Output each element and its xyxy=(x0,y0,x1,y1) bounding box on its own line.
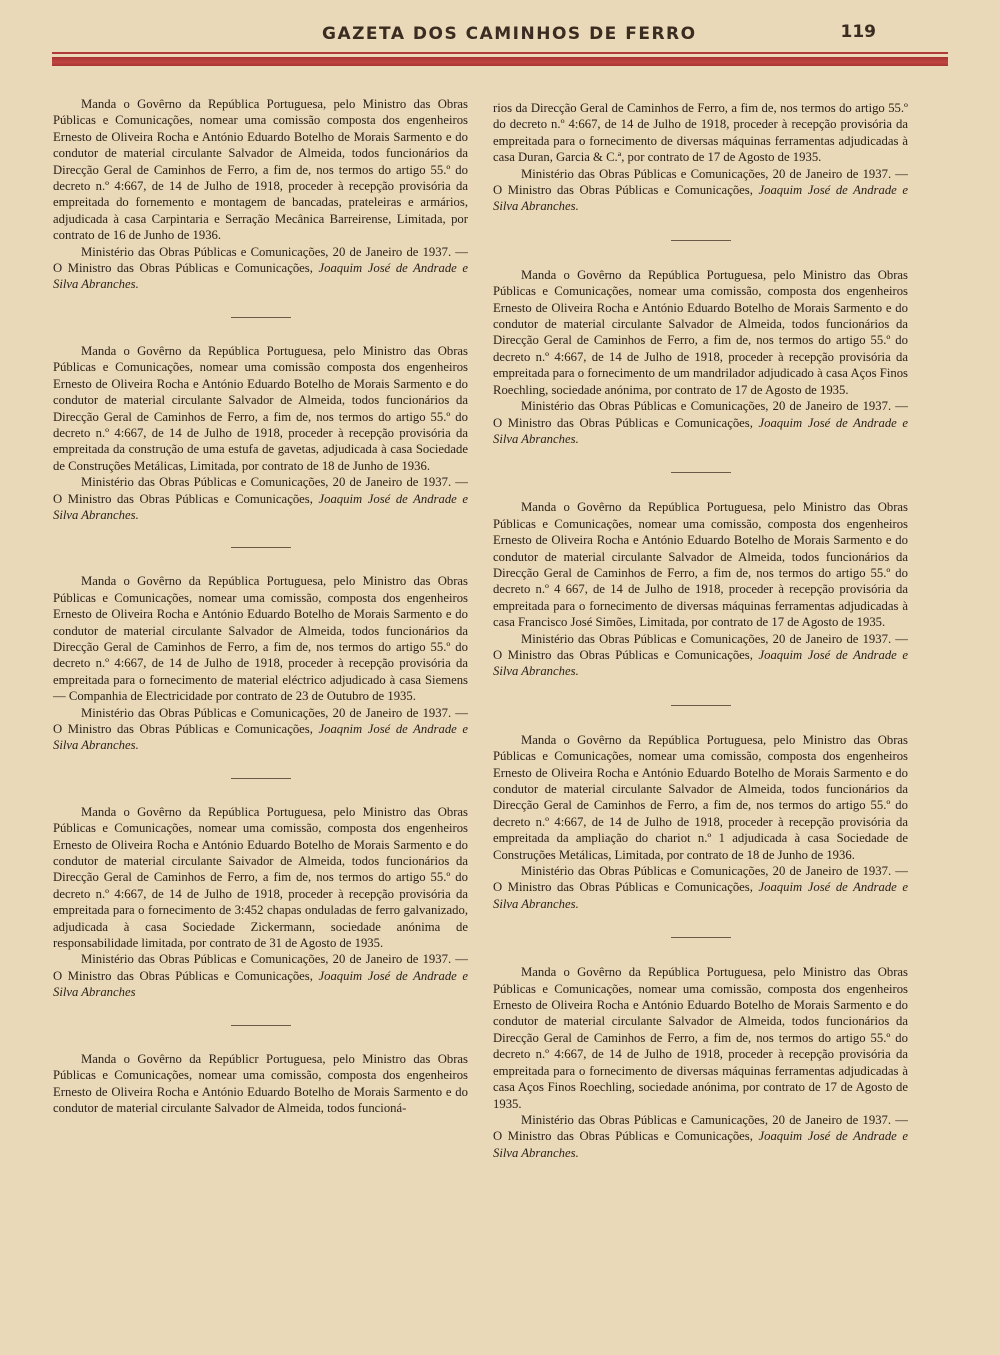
minister-signature: Joaquim José de Andrade e Silva Abranches. xyxy=(53,491,468,522)
decree-entry xyxy=(53,343,468,523)
decree-body-continued: rios da Direcção Geral de Caminhos de Ferro, a fim de, nos termos do artigo 55.º do decreto n.º 4:667, de 14 de Julho de 1918, proceder à recepção provisória da empreitada para o fornecimento de diversas máquinas ferramentas adjudicadas à casa Duran, Garcia & C.ª, por contrato de 17 de Agosto de 1935. xyxy=(493,101,908,165)
decree-body: Manda o Govêrno da República Portuguesa, pelo Ministro das Obras Públicas e Comunicações, nomear uma comissão, composta dos engenheiros Ernesto de Oliveira Rocha e António Eduardo Botelho de Morais Sarmento e do condutor de material circulante Salvador de Almeida, todos funcionários da Direcção Geral de Caminhos de Ferro, a fim de, nos termos do artigo 55.º do decreto n.º 4 667, de 14 de Julho de 1918, proceder à recepção provisória da empreitada para o fornecimento de diversas máquinas ferramentas adjudicadas à casa Francisco José Simões, Limitada, por contrato de 17 de Agosto de 1935. xyxy=(493,500,908,630)
section-divider xyxy=(671,472,731,473)
section-divider xyxy=(671,240,731,241)
minister-signature: Joaquim José de Andrade e Silva Abranches. xyxy=(493,1129,908,1160)
page-header xyxy=(52,22,948,68)
header-rule-thin xyxy=(52,52,948,54)
decree-entry xyxy=(493,499,908,679)
left-column xyxy=(53,96,468,1116)
decree-entry xyxy=(53,804,468,1001)
decree-body: Manda o Govêrno da República Portuguesa, pelo Ministro das Obras Públicas e Comunicações, nomear uma comissão, composta dos engenheiros Ernesto de Oliveira Rocha e António Eduardo Botelho de Morais Sarmento e do condutor de material circulante Saivador de Almeida, todos funcionários da Direcção Geral de Caminhos de Ferro, a fim de, nos termos do artigo 55.º do decreto n.º 4:667, de 14 de Julho de 1918, proceder à recepção provisória da empreitada para o fornecimento de 3:452 chapas onduladas de ferro galvanizado, adjudicada à casa Sociedade Zickermann, sociedade anónima de responsabilidade limitada, por contrato de 31 de Agosto de 1935. xyxy=(53,804,468,951)
decree-closing: Ministério das Obras Públicas e Comunicações, 20 de Janeiro de 1937. — O Ministro das Obras Públicas e Comunicações, Joaquim José de Andrade e Silva Abranches xyxy=(53,952,468,1000)
decree-entry xyxy=(493,732,908,912)
decree-body: Manda o Govêrno da República Portuguesa, pelo Ministro das Obras Públicas e Comunicações, nomear uma comissão, composta dos engenheiros Ernesto de Oliveira Rocha e António Eduardo Botelho de Morais Sarmento e do condutor de material circulante Salvador de Almeida, todos funcionários da Direcção Geral de Caminhos de Ferro, a fim de, nos termos do artigo 55.º do decreto n.º 4:667, de 14 de Julho de 1918, proceder à recepção provisória da empreitada da ampliação do chariot n.º 1 adjudicada à casa Sociedade de Construções Metálicas, Limitada, por contrato de 18 de Junho de 1936. xyxy=(493,732,908,862)
decree-closing: Ministério das Obras Públicas e Comunicações, 20 de Janeiro de 1937. — O Ministro das Obras Públicas e Comunicações, Joaquim José de Andrade e Silva Abranches. xyxy=(493,166,908,214)
page-number: 119 xyxy=(840,22,876,42)
decree-entry xyxy=(493,267,908,447)
decree-closing: Ministério das Obras Públicas e Comunicações, 20 de Janeiro de 1937. — O Ministro das Obras Públicas e Comunicações, Joaquim José de Andrade e Silva Abranches. xyxy=(53,475,468,522)
decree-closing: Ministério das Obras Públicas e Camunicações, 20 de Janeiro de 1937. — O Ministro das Obras Públicas e Comunicações, Joaquim José de Andrade e Silva Abranches. xyxy=(493,1112,908,1160)
minister-signature: Joaquim José de Andrade e Silva Abranches. xyxy=(493,415,908,446)
minister-signature: Joaquim José de Andrade e Silva Abranches. xyxy=(53,261,468,292)
decree-body: Manda o Govêrno da República Portuguesa, pelo Ministro das Obras Públicas e Comunicações, nomear uma comissão, composta dos engenheiros Ernesto de Oliveira Rocha e António Eduardo Botelho de Morais Sarmento e do condutor de material circulante Salvador de Almeida, todos funcionários da Direcção Geral de Caminhos de Ferro, a fim de, nos termos do artigo 55.º do decreto n.º 4:667, de 14 de Julho de 1918, proceder à recepção provisória da empreitada para o fornecimento de material eléctrico adjudicado à casa Siemens — Companhia de Electricidade por contrato de 23 de Outubro de 1935. xyxy=(53,574,468,704)
header-rule-thick xyxy=(52,57,948,66)
decree-entry xyxy=(53,1051,468,1117)
minister-signature: Joaquim José de Andrade e Silva Abranches. xyxy=(493,183,908,214)
decree-closing: Ministério das Obras Públicas e Comunicações, 20 de Janeiro de 1937. — O Ministro das Obras Públicas e Comunicações, Joaquim José de Andrade e Silva Abranches. xyxy=(493,631,908,679)
decree-closing: Ministério das Obras Públicas e Comunicações, 20 de Janeiro de 1937. — O Ministro das Obras Públicas e Comunicações, Joaquim José de Andrade e Silva Abranches. xyxy=(53,244,468,292)
decree-closing: Ministério das Obras Públicas e Comunicações, 20 de Janeiro de 1937. — O Ministro das Obras Públicas e Comunicações, Joaqnim José de Andrade e Silva Abranches. xyxy=(53,705,468,753)
minister-signature: Joaquim José de Andrade e Silva Abranches. xyxy=(493,647,908,679)
decree-body: Manda o Govêrno da Repúblicr Portuguesa, pelo Ministro das Obras Públicas e Comunicações, nomear uma comissão, composta dos engenheiros Ernesto de Oliveira Rocha e António Eduardo Botelho de Morais Sarmento e do condutor de material circulante Salvador de Almeida, todos funcioná- xyxy=(53,1051,468,1115)
minister-signature: Joaquim José de Andrade e Silva Abranches xyxy=(53,968,468,1000)
decree-body: Manda o Govêrno da República Portuguesa, pelo Ministro das Obras Públicas e Comunicações, nomear uma comissão, composta dos engenheiros Ernesto de Oliveira Rocha e António Eduardo Botelho de Morais Sarmento e do condutor de material circulante Salvador de Almeida, todos funcionários da Direcção Geral de Caminhos de Ferro, a fim de, nos termos do artigo 55.º do decreto n.º 4:667, de 14 de Julho de 1918, proceder à recepção provisória da empreitada para o fornecimento de um mandrilador adjudicado à casa Aços Finos Roechling, sociedade anónima, por contrato de 17 de Agosto de 1935. xyxy=(493,267,908,397)
publication-title: GAZETA DOS CAMINHOS DE FERRO xyxy=(322,24,697,44)
section-divider xyxy=(671,937,731,938)
decree-entry xyxy=(493,964,908,1161)
minister-signature: Joaqnim José de Andrade e Silva Abranches. xyxy=(53,722,468,753)
decree-entry xyxy=(53,96,468,293)
minister-signature: Joaquim José de Andrade e Silva Abranches. xyxy=(493,880,908,911)
decree-body: Manda o Govêrno da República Portuguesa, pelo Ministro das Obras Públicas e Comunicações, nomear uma comissão, composta dos engenheiros Ernesto de Oliveira Rocha e António Eduardo Botelho de Morais Sarmento e do condutor de material circulante Salvador de Almeida, todos funcionários da Direcção Geral de Caminhos de Ferro, a fim de, nos termos do artigo 55.º do decreto n.º 4:667, de 14 de Julho de 1918, proceder à recepção provisória da empreitada para o fornecimento de diversas máquinas ferramentas adjudicadas à casa Aços Finos Roechling, sociedade anónima, por contrato de 17 de Agosto de 1935. xyxy=(493,965,908,1111)
decree-closing: Ministério das Obras Públicas e Comunicações, 20 de Janeiro de 1937. — O Ministro das Obras Públicas e Comunicações, Joaquim José de Andrade e Silva Abranches. xyxy=(493,864,908,911)
decree-entry xyxy=(493,100,908,215)
section-divider xyxy=(231,317,291,318)
section-divider xyxy=(671,705,731,706)
decree-body: Manda o Govêrno da República Portuguesa, pelo Ministro das Obras Públicas e Comunicações, nomear uma comissão composta dos engenheiros Ernesto de Oliveira Rocha e António Eduardo Botelho de Morais Sarmento e do condutor de material circulante Salvador de Almeida, todos funcionários da Direcção Geral de Caminhos de Ferro, a fim de, nos termos do artigo 55.º do decreto n.º 4:667, de 14 de Julho de 1918, proceder à recepção provisória da empreitada do fornemento e montagem de bancadas, prateleiras e armários, adjudicada à casa Carpintaria e Serração Mecânica Barreirense, Limitada, por contrato de 16 de Junho de 1936. xyxy=(53,97,468,243)
section-divider xyxy=(231,778,291,779)
decree-closing: Ministério das Obras Públicas e Comunicações, 20 de Janeiro de 1937. — O Ministro das Obras Públicas e Comunicações, Joaquim José de Andrade e Silva Abranches. xyxy=(493,399,908,446)
right-column xyxy=(493,100,908,1161)
decree-body: Manda o Govêrno da República Portuguesa, pelo Ministro das Obras Públicas e Comunicações, nomear uma comissão composta dos engenheiros Ernesto de Oliveira Rocha e António Eduardo Botelho de Morais Sarmento e do condutor de material circulante Salvador de Almeida, todos funcionários da Direcção Geral de Caminhos de Ferro, a fim de, nos termos do artigo 55.º do decreto n.º 4:667, de 14 de Julho de 1918, proceder à recepção provisória da empreitada da construção de uma estufa de gavetas, adjudicada à casa Sociedade de Construções Metálicas, Limitada, por contrato de 18 de Junho de 1936. xyxy=(53,343,468,473)
section-divider xyxy=(231,1025,291,1026)
decree-entry xyxy=(53,573,468,753)
section-divider xyxy=(231,547,291,548)
